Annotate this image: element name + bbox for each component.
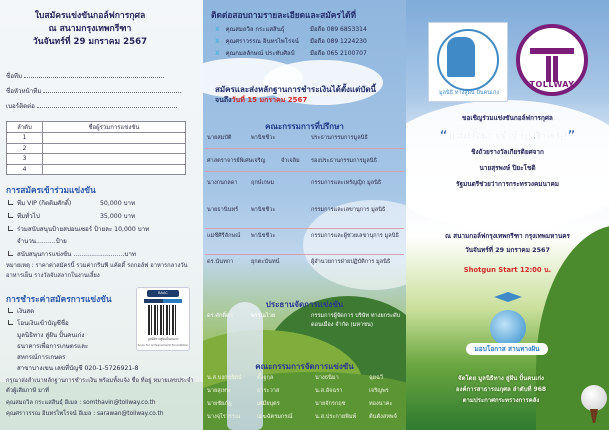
option-cash[interactable]: เงินสด <box>8 306 34 316</box>
bullet-x-icon: X <box>215 50 220 57</box>
event-date: วันจันทร์ที่ 29 มกราคม 2567 <box>465 246 550 254</box>
phone-field[interactable]: เบอร์ติดต่อ <box>6 101 182 111</box>
organizers-heading: คณะกรรมการจัดการแข่งขัน <box>255 362 354 371</box>
committee-panel: ติดต่อสอบถามรายละเอียดและสมัครได้ที่ X คุณสมถวิล กระแสสินธุ์ มือถือ 089 6853314 X คุณศราวรรณ อินทรไพโรจน์ มือถือ 089 1224230 X คุณกมลลักษณ์ ประทับศิลป์ มือถือ 065 2100707 สมัครและส่งหลักฐานการชำระเงินได้ตั้งแต่บัดนี้ จนถึงวันที่ 15 มกราคม 2567 คณะกรรมการที่ปรึกษา นายสมบัติ พานิชชีวะ ประธานกรรมการมูลนิธิ ศาสตราจารย์พิเศษเจริญ จำเจลิม รองประธานกรรมการมูลนิธิ นางกนกลดา ฤกษ์เกษม กรรมการและเหรัญญิก มูลนิธิ นายธานินทร์ พานิชชีวะ กรรมการและเลขานุการ มูลนิธิ แม่ชีศิรีลักษณ์ พานิชชีวะ กรรมการและผู้ช่วยเลขานุการ มูลนิธิ ดร.นันทกา ยุกตะนันทน์ ผู้อำนวยการฝ่ายปฏิบัติการ มูลนิธิ ประธานจัดการแข่งขัน ดร.ศักดิ์ดา พรรณไวย กรรมการผู้จัดการ บริษัท ทางยกระดับดอนเมือง จำกัด (มหาชน) คณะกรรมการจัดการแข่งขัน น.ส.บงกชรัตน์ ตั้งฐกุล นางธนิมา ฉุยฉวี นายสุเทพ ธาระวาส น.ส.อัจฉรา เจริญพร นายชัยภัฏ เตมียบุตร นายจักรกฤช ทองนาคะ นางจุไรวรรณ เมฆฉัตรมกรณ์ น.ส.ประกายพิมพ์ ต้นตังสหพจ์ <box>203 0 406 430</box>
team-name-field[interactable]: ชื่อทีม <box>6 71 182 81</box>
table-row: 2 <box>7 143 186 154</box>
sign-quantity[interactable]: จำนวน..........ป้าย <box>17 238 67 245</box>
participant-input[interactable] <box>43 143 186 154</box>
checkbox-icon[interactable] <box>8 213 13 218</box>
participants-table <box>6 121 186 175</box>
contact-row: X คุณกมลลักษณ์ ประทับศิลป์ มือถือ 065 2100707 <box>215 50 367 57</box>
event-title: “มอบโอกาส สานทางฝัน” <box>439 128 576 142</box>
payment-heading: การชำระค่าสมัครการแข่งขัน <box>6 294 112 304</box>
bank-name: ธนาคารเพื่อการเกษตรและ <box>17 343 89 350</box>
deadline-text: สมัครและส่งหลักฐานการชำระเงินได้ตั้งแต่บัดนี้ <box>215 85 377 94</box>
remark-text: หมายเหตุ : ราคาค่าสมัครนี้ รวมค่ากรีนฟี แค้ดดี้ รถกอล์ฟ อาหารกลางวัน อาหารเย็น รางวัลจับสลากในงานเลี้ยง <box>6 263 188 279</box>
qr-code-icon <box>148 305 178 335</box>
checkbox-icon[interactable] <box>8 226 13 231</box>
option-transfer[interactable]: โอนเงินเข้าบัญชีชื่อ <box>8 318 69 328</box>
event-emblem: มอบโอกาส สานทางฝัน <box>470 290 544 356</box>
promptpay-logo <box>144 299 182 303</box>
tollway-logo: TOLLWAY <box>516 24 588 96</box>
registration-panel <box>0 0 203 430</box>
checkbox-icon[interactable] <box>8 320 13 325</box>
checkbox-icon[interactable] <box>8 308 13 313</box>
venue: ณ สนามกอล์ฟกรุงเทพกรีฑา กรุงเทพมหานคร <box>445 232 570 240</box>
col-participant: ชื่อผู้ร่วมการแข่งขัน <box>43 122 186 133</box>
invite-text: ขอเชิญร่วมแข่งขันกอล์ฟการกุศล <box>462 114 553 122</box>
contact-row: X คุณศราวรรณ อินทรไพโรจน์ มือถือ 089 1224230 <box>215 38 367 45</box>
bullet-x-icon: X <box>215 38 220 45</box>
participant-input[interactable] <box>43 164 186 175</box>
cover-panel <box>406 0 609 430</box>
participant-input[interactable] <box>43 133 186 144</box>
email-contact-2[interactable]: คุณศราวรรณ อินทรไพโรจน์ อีเมล : sarawan@tollway.co.th <box>6 411 164 417</box>
shotgun-start: Shotgun Start 12:00 น. <box>463 266 552 274</box>
email-contact-1[interactable]: คุณสมถวิล กระแสสินธุ์ อีเมล : somthavin@tollway.co.th <box>6 400 156 406</box>
checkbox-icon[interactable] <box>8 200 13 205</box>
foundation-logo: มูลนิธิ ทางสู่ฝัน ปั้นคนเก่ง <box>428 22 508 102</box>
option-general[interactable]: ทีมทั่วไป 35,000 บาท <box>8 211 40 221</box>
option-vip[interactable]: ทีม VIP (กิตติมศักดิ์) 50,000 บาท <box>8 198 71 208</box>
deadline-date: วันที่ 15 มกราคม 2567 <box>231 96 308 104</box>
checkbox-icon[interactable] <box>8 251 13 256</box>
organizer-info: จัดโดย มูลนิธิทาง สู่ฝัน ปั้นคนเก่ง องค์การสาธารณกุศล ลำดับที่ 968 ตามประกาศกระทรวงการคลัง <box>455 375 547 404</box>
proof-note: กรุณาส่งสำเนาหลักฐานการชำระเงิน พร้อมทั้งแจ้ง ชื่อ ที่อยู่ หมายเลขประจำตัวผู้เสียภาษี มาที่ <box>6 378 194 394</box>
golf-ball-icon <box>490 310 526 346</box>
deadline-date-line: จนถึงวันที่ 15 มกราคม 2567 <box>215 96 308 104</box>
trophy-line: ชิงถ้วยรางวัลเกียรติยศจาก <box>471 148 544 156</box>
form-title: ใบสมัครแข่งขันกอล์ฟการกุศล ณ สนามกรุงเทพกรีฑา วันจันทร์ที่ 29 มกราคม 2567 <box>32 11 148 47</box>
bullet-x-icon: X <box>215 26 220 33</box>
qr-payment-card: BAAC มูลนิธิทางสู่ฝันปั้นคนเก่ง Scan for Achievement Foundation <box>136 287 190 351</box>
entry-heading: การสมัครเข้าร่วมแข่งขัน <box>6 185 96 195</box>
col-order: ลำดับ <box>7 122 43 133</box>
trophy-giver-title: รัฐมนตรีช่วยว่าการกระทรวงคมนาคม <box>456 180 559 188</box>
bank-account-name: มูลนิธิทาง สู่ฝัน ปั้นคนเก่ง <box>17 332 85 339</box>
bank-name-2: สหกรณ์การเกษตร <box>17 354 66 361</box>
team-leader-field[interactable]: ชื่อหัวหน้าทีม <box>6 86 182 96</box>
table-row: 4 <box>7 164 186 175</box>
tollway-y-icon <box>546 56 558 82</box>
bank-account-number: สาขาบางเขน เลขที่บัญชี 020-1-5726921-8 <box>17 365 139 372</box>
graduates-icon <box>447 37 475 77</box>
director-heading: ประธานจัดการแข่งขัน <box>265 300 344 309</box>
trophy-giver: นายสุรพงษ์ ปิยะโชติ <box>479 164 536 172</box>
contact-heading: ติดต่อสอบถามรายละเอียดและสมัครได้ที่ <box>211 10 357 20</box>
graduation-cap-icon <box>494 292 522 302</box>
option-support[interactable]: สนับสนุนการแข่งขัน ..........................บาท <box>8 249 136 259</box>
golf-ball-on-tee-icon <box>581 385 607 411</box>
table-row: 1 <box>7 133 186 144</box>
contact-row: X คุณสมถวิล กระแสสินธุ์ มือถือ 089 6853314 <box>215 26 367 33</box>
advisors-heading: คณะกรรมการที่ปรึกษา <box>265 122 344 131</box>
participant-input[interactable] <box>43 154 186 165</box>
table-row: 3 <box>7 154 186 165</box>
option-sponsor-sign[interactable]: ร่วมสนับสนุนป้ายสปอนเซอร์ ป้ายละ 10,000 บาท <box>8 224 149 234</box>
bank-logo: BAAC <box>147 290 179 297</box>
